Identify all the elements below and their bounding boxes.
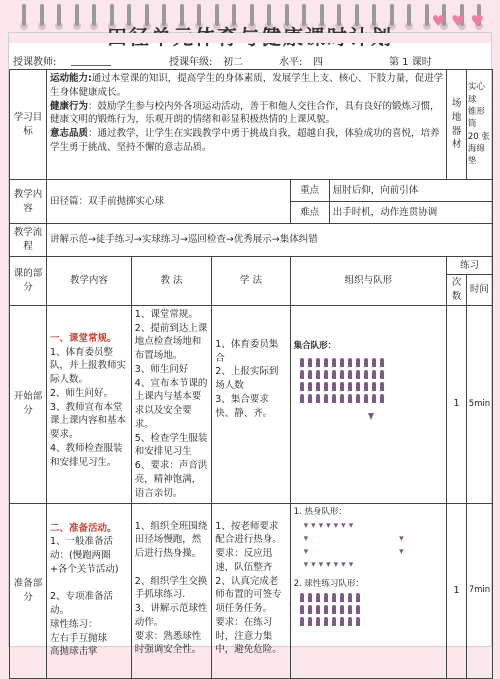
student-marker bbox=[372, 394, 376, 403]
student-marker bbox=[316, 617, 320, 626]
spirit-text: ：通过教学，让学生在实践教学中勇于挑战自我，超越自我，体验成功的喜悦，培养学生勇于挑战、坚持不懈的意志品质。 bbox=[49, 128, 440, 153]
start-org bbox=[290, 305, 447, 503]
student-marker bbox=[356, 617, 360, 626]
warmup-ring: ▾▾▾▾▾▾▾ bbox=[303, 520, 357, 531]
student-marker bbox=[372, 382, 376, 391]
student-marker bbox=[348, 617, 352, 626]
student-marker bbox=[324, 605, 328, 614]
student-marker bbox=[308, 617, 312, 626]
content-label: 教学内容 bbox=[10, 180, 47, 224]
level-value: 四 bbox=[313, 57, 323, 68]
student-marker bbox=[300, 593, 304, 602]
student-marker bbox=[348, 593, 352, 602]
student-marker bbox=[348, 605, 352, 614]
prep-content bbox=[46, 503, 131, 678]
prep-part: 准备部分 bbox=[10, 503, 47, 678]
grade-value: 初二 bbox=[223, 57, 243, 68]
student-marker bbox=[308, 358, 312, 367]
student-marker bbox=[324, 593, 328, 602]
header-org: 组织与队形 bbox=[290, 256, 447, 305]
formation-row bbox=[300, 382, 444, 391]
student-marker bbox=[316, 382, 320, 391]
binder-overlap bbox=[9, 33, 491, 43]
student-marker bbox=[332, 394, 336, 403]
header-practice: 练习 bbox=[447, 256, 493, 275]
student-marker bbox=[364, 370, 368, 379]
student-marker bbox=[316, 593, 320, 602]
lesson-plan-page bbox=[8, 32, 492, 658]
student-marker bbox=[324, 358, 328, 367]
student-marker bbox=[356, 593, 360, 602]
header-part: 课的部分 bbox=[10, 256, 47, 305]
student-marker bbox=[348, 382, 352, 391]
grade-label: 授课年级: bbox=[169, 57, 213, 68]
student-marker bbox=[316, 370, 320, 379]
ability-text: 通过本堂课的知识，提高学生的身体素质，发展学生上支、核心、下肢力量，促进学生身体健康成长。 bbox=[49, 73, 444, 98]
student-marker bbox=[316, 358, 320, 367]
start-content-text: 1、体育委员整队，并上报教师实际人数。 2、师生问好。 3、教师宣布本堂课上课内容和基本要求。 4、教师检查服装和安排见习生。 bbox=[49, 346, 126, 468]
student-marker bbox=[340, 593, 344, 602]
flow-text: 讲解示范→徒手练习→实球练习→巡回检查→优秀展示→集体纠错 bbox=[46, 224, 492, 257]
student-marker bbox=[308, 382, 312, 391]
student-marker bbox=[332, 605, 336, 614]
start-content bbox=[46, 305, 131, 503]
heart-icon: ♥ bbox=[431, 12, 446, 30]
start-time: 5min bbox=[466, 305, 492, 503]
student-marker bbox=[332, 617, 336, 626]
student-marker bbox=[300, 382, 304, 391]
student-marker bbox=[308, 593, 312, 602]
prep-content-text: 1、一般准备活动：(慢跑两圈+各个关节活动) 2、专项准备活动。 球性练习： 左右手互抛球 高抛球击掌 bbox=[49, 536, 119, 658]
student-marker bbox=[340, 617, 344, 626]
student-marker bbox=[300, 605, 304, 614]
equip-text: 实心球 锥形筒 20 张海绵垫 bbox=[466, 70, 492, 180]
student-marker bbox=[316, 394, 320, 403]
prep-time: 7min bbox=[466, 503, 492, 678]
diff-label: 难点 bbox=[290, 202, 329, 224]
student-marker bbox=[364, 382, 368, 391]
heart-icon: ♥ bbox=[470, 12, 484, 30]
student-marker bbox=[324, 617, 328, 626]
content-row-1 bbox=[10, 180, 493, 202]
student-marker bbox=[356, 382, 360, 391]
content-text: 田径篇：双手前抛掷实心球 bbox=[46, 180, 290, 224]
formation-row bbox=[300, 358, 444, 367]
start-org-title: 集合队形： bbox=[293, 340, 337, 351]
student-marker bbox=[308, 370, 312, 379]
student-marker bbox=[372, 358, 376, 367]
student-marker bbox=[340, 605, 344, 614]
level-label: 水平: bbox=[279, 57, 303, 68]
student-marker bbox=[324, 394, 328, 403]
meta-row bbox=[9, 51, 491, 67]
student-marker bbox=[364, 358, 368, 367]
student-marker bbox=[332, 593, 336, 602]
student-marker bbox=[300, 617, 304, 626]
student-marker bbox=[332, 358, 336, 367]
prep-study: 1、按老师要求配合进行热身。 要求：反应迅速，队伍整齐 2、认真完成老师布置的可签专项任务任务。 要求：在练习时，注意力集中，避免危险。 bbox=[212, 503, 290, 678]
header-study: 学 法 bbox=[212, 256, 290, 305]
student-marker bbox=[308, 394, 312, 403]
equip-label: 场地器材 bbox=[447, 70, 467, 180]
key-text: 屈肘后仰，向前引体 bbox=[329, 180, 492, 202]
flow-label: 教学流程 bbox=[10, 224, 47, 257]
lesson-number: 第 1 课时 bbox=[389, 57, 432, 68]
warmup-diagram: ▾▾▾▾▾▾▾ ▾ ▾ ▾ ▾ ▾▾▾▾▾▾▾ bbox=[294, 520, 444, 572]
prep-org-title-1: 1. 热身队形： bbox=[293, 506, 347, 517]
student-marker bbox=[356, 358, 360, 367]
prep-title: 二、准备活动。 bbox=[49, 522, 117, 534]
student-marker bbox=[308, 605, 312, 614]
health-text: ：鼓励学生参与校内外各项运动活动，善于和他人交往合作，具有良好的锻炼习惯，健康文明的锻炼行为，乐观开朗的情绪和彰显积极热情的上课风貌。 bbox=[49, 100, 440, 126]
header-method: 教 法 bbox=[131, 256, 211, 305]
ball-drill-diagram bbox=[294, 593, 444, 626]
student-marker bbox=[332, 370, 336, 379]
teacher-label: 授课教师: bbox=[13, 57, 57, 68]
start-study: 1、体育委员集合 2、上报实际到场人数 3、集合要求快、静、齐。 bbox=[212, 305, 290, 503]
student-marker bbox=[380, 394, 384, 403]
header-times: 次数 bbox=[447, 275, 467, 306]
start-title: 一、课堂常规。 bbox=[49, 332, 117, 344]
goals-label: 学习目标 bbox=[10, 70, 47, 180]
student-marker bbox=[332, 382, 336, 391]
start-method: 1、课堂常规。 2、提前到达上课地点检查场地和布置场地。 3、师生问好 4、宣布本节课的上课内与基本要求以及安全要求。 5、检查学生服装和安排见习生 6、要求：声音洪亮，精神饱满，语言亲切。 bbox=[131, 305, 211, 503]
header-time: 时间 bbox=[466, 275, 492, 306]
student-marker bbox=[300, 394, 304, 403]
goals-row bbox=[10, 70, 493, 180]
prep-times: 1 bbox=[447, 503, 467, 678]
student-marker bbox=[380, 358, 384, 367]
student-marker bbox=[340, 370, 344, 379]
student-marker bbox=[380, 370, 384, 379]
student-marker bbox=[348, 358, 352, 367]
student-marker bbox=[356, 605, 360, 614]
diff-text: 出手时机，动作连贯协调 bbox=[329, 202, 492, 224]
student-marker bbox=[316, 605, 320, 614]
student-marker bbox=[372, 370, 376, 379]
student-marker bbox=[300, 358, 304, 367]
teacher-marker bbox=[300, 411, 444, 425]
prep-row bbox=[10, 503, 493, 678]
formation-diagram bbox=[294, 358, 444, 425]
start-part: 开始部分 bbox=[10, 305, 47, 503]
key-label: 重点 bbox=[290, 180, 329, 202]
prep-org bbox=[290, 503, 447, 678]
heart-icon: ♥ bbox=[451, 12, 465, 30]
student-marker bbox=[364, 394, 368, 403]
formation-row bbox=[300, 394, 444, 403]
start-times: 1 bbox=[447, 305, 467, 503]
start-row bbox=[10, 305, 493, 503]
lesson-table bbox=[9, 69, 493, 679]
header-row-1 bbox=[10, 256, 493, 275]
student-marker bbox=[300, 370, 304, 379]
student-marker bbox=[380, 382, 384, 391]
student-marker bbox=[356, 394, 360, 403]
health-title: 健康行为 bbox=[49, 100, 88, 112]
student-marker bbox=[356, 370, 360, 379]
spirit-title: 意志品质 bbox=[49, 128, 88, 140]
student-marker bbox=[324, 370, 328, 379]
student-marker bbox=[340, 394, 344, 403]
student-marker bbox=[340, 382, 344, 391]
student-marker bbox=[324, 382, 328, 391]
ability-title: 运动能力: bbox=[49, 73, 92, 84]
student-marker bbox=[348, 370, 352, 379]
student-marker bbox=[340, 358, 344, 367]
header-content: 教学内容 bbox=[46, 256, 131, 305]
flow-row bbox=[10, 224, 493, 257]
prep-method: 1、组织全班围绕田径场慢跑，然后进行热身操。 2、组织学生交换手抓球练习. 3、讲解示范球性动作。 要求：熟悉球性时强调安全性。 bbox=[131, 503, 211, 678]
prep-org-title-2: 2. 球性练习队形： bbox=[293, 579, 364, 590]
goals-text bbox=[46, 70, 446, 180]
student-marker bbox=[348, 394, 352, 403]
formation-row bbox=[300, 370, 444, 379]
